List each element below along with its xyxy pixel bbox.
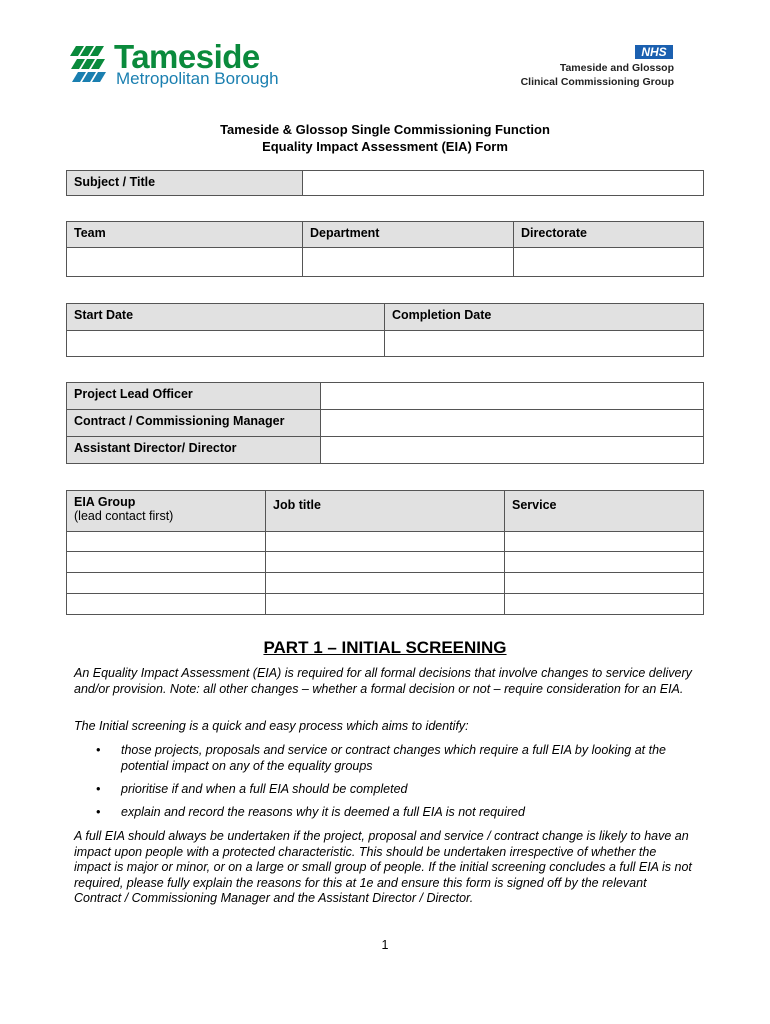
eia-member-service-1[interactable]: [505, 532, 704, 552]
job-title-label: Job title: [273, 498, 321, 512]
subject-label: Subject / Title: [67, 171, 303, 196]
start-date-label: Start Date: [67, 304, 385, 331]
tameside-logo: [70, 38, 300, 92]
subject-table: [66, 170, 704, 196]
department-label: Department: [303, 222, 514, 248]
directorate-input[interactable]: [514, 248, 704, 277]
contract-manager-input[interactable]: [321, 410, 704, 437]
team-label: Team: [67, 222, 303, 248]
council-name: Tameside: [114, 38, 260, 75]
eia-member-service-2[interactable]: [505, 552, 704, 573]
ccg-line-1: Tameside and Glossop: [559, 62, 674, 74]
team-input[interactable]: [67, 248, 303, 277]
completion-date-input[interactable]: [385, 331, 704, 357]
bullet-item: prioritise if and when a full EIA should be completed: [121, 782, 408, 796]
page-number: 1: [381, 938, 389, 952]
eia-member-service-3[interactable]: [505, 573, 704, 594]
eia-group-header: [67, 491, 266, 532]
bullet-item: explain and record the reasons why it is deemed a full EIA is not required: [121, 805, 525, 819]
project-lead-label: Project Lead Officer: [67, 383, 321, 410]
form-title-line-2: Equality Impact Assessment (EIA) Form: [262, 139, 508, 154]
eia-member-name-1[interactable]: [67, 532, 266, 552]
dates-table: [66, 303, 704, 357]
ccg-name: [521, 61, 674, 89]
eia-member-job-2[interactable]: [266, 552, 505, 573]
bullet-icon: •: [96, 743, 101, 757]
contract-manager-label: Contract / Commissioning Manager: [67, 410, 321, 437]
service-header: [505, 491, 704, 532]
eia-group-table: [66, 490, 704, 615]
job-title-header: [266, 491, 505, 532]
eia-member-name-2[interactable]: [67, 552, 266, 573]
completion-date-label: Completion Date: [385, 304, 704, 331]
bullet-item: those projects, proposals and service or contract changes which require a full EIA by looking at the potential impact on any of the equality groups: [121, 743, 666, 773]
directorate-label: Directorate: [514, 222, 704, 248]
project-lead-input[interactable]: [321, 383, 704, 410]
nhs-logo: NHS: [635, 45, 673, 59]
eia-member-job-1[interactable]: [266, 532, 505, 552]
eia-group-label: EIA Group: [74, 495, 136, 509]
part1-full-eia-paragraph: A full EIA should always be undertaken if the project, proposal and service / contract change is likely to have an impact upon people with a protected characteristic. This should be undertaken irrespective of whether the impact is major or minor, or on a large or small group of people. If the initial screening concludes a full EIA is not required, please fully explain the reasons for this at 1e and ensure this form is signed off by the relevant Contract / Commissioning Manager and the Assistant Director / Director.: [74, 829, 692, 905]
assistant-director-input[interactable]: [321, 437, 704, 464]
form-title-line-1: Tameside & Glossop Single Commissioning Function: [220, 122, 550, 137]
subject-input[interactable]: [303, 171, 704, 196]
eia-member-job-4[interactable]: [266, 594, 505, 615]
bullet-icon: •: [96, 805, 101, 819]
eia-member-job-3[interactable]: [266, 573, 505, 594]
eia-member-name-4[interactable]: [67, 594, 266, 615]
eia-member-name-3[interactable]: [67, 573, 266, 594]
council-subtitle: Metropolitan Borough: [116, 69, 279, 88]
part1-aims-paragraph: The Initial screening is a quick and easy process which aims to identify:: [74, 719, 469, 733]
tameside-mark-icon: [70, 44, 112, 84]
department-input[interactable]: [303, 248, 514, 277]
officers-table: [66, 382, 704, 464]
eia-group-sublabel: (lead contact first): [74, 509, 174, 523]
team-table: [66, 221, 704, 277]
start-date-input[interactable]: [67, 331, 385, 357]
ccg-line-2: Clinical Commissioning Group: [520, 76, 674, 88]
service-label: Service: [512, 498, 557, 512]
part1-heading: PART 1 – INITIAL SCREENING: [263, 638, 507, 657]
assistant-director-label: Assistant Director/ Director: [67, 437, 321, 464]
part1-intro-paragraph: An Equality Impact Assessment (EIA) is required for all formal decisions that involve changes to service delivery and/or provision. Note: all other changes – whether a formal decision or not – require consideration for an EIA.: [74, 666, 692, 696]
bullet-icon: •: [96, 782, 101, 796]
eia-member-service-4[interactable]: [505, 594, 704, 615]
